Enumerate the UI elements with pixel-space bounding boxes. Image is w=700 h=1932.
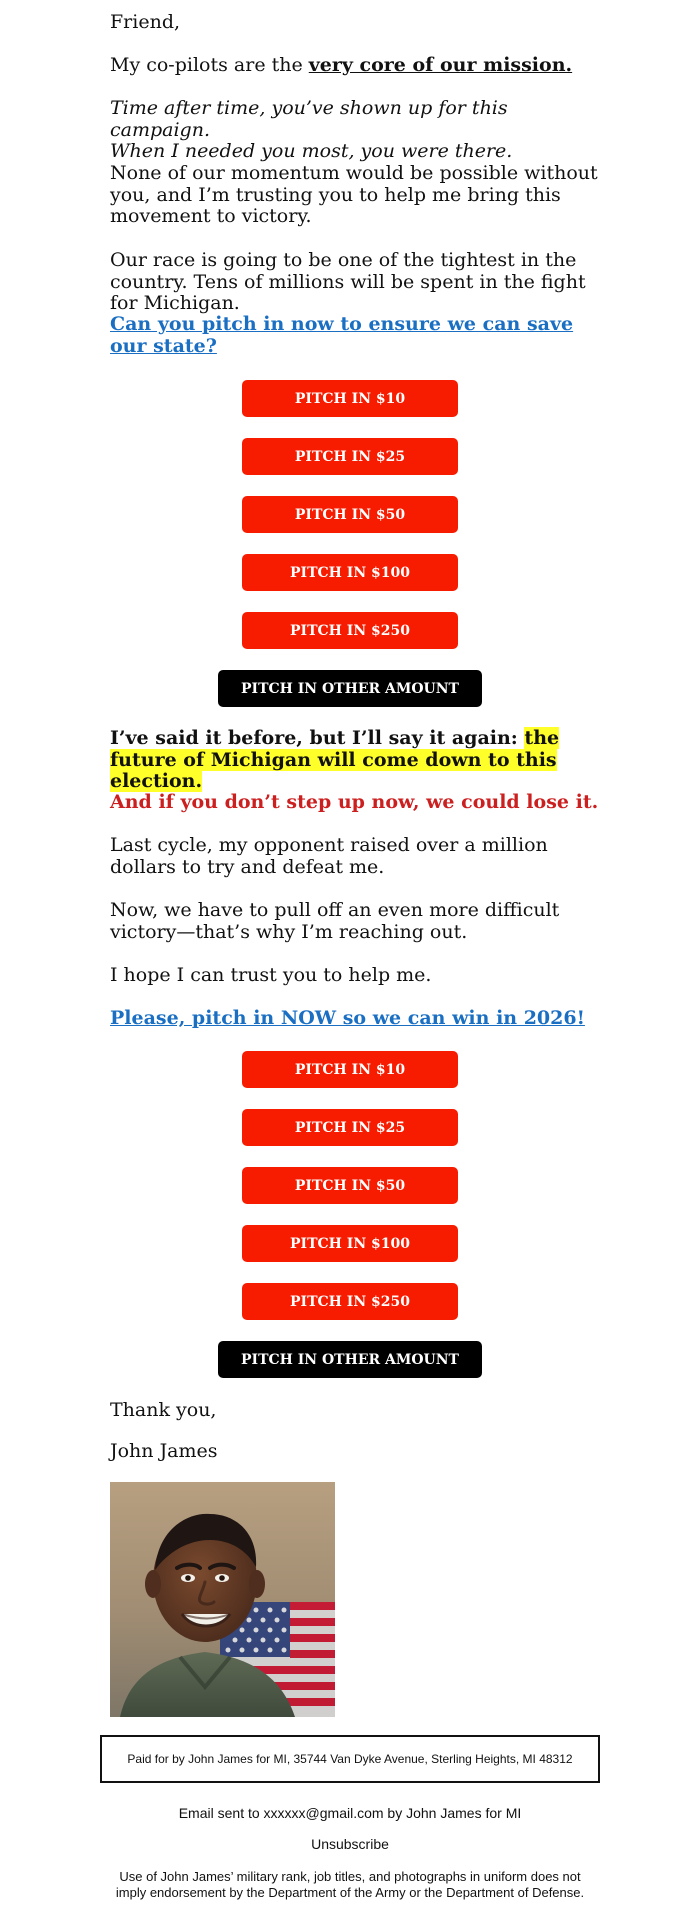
future-michigan-highlight: the future of Michigan will come down to this election. bbox=[110, 727, 560, 792]
pitch-in-other-amount-button[interactable]: PITCH IN OTHER AMOUNT bbox=[218, 1341, 482, 1378]
paragraph-showed-up bbox=[110, 98, 600, 163]
paragraph-trust: I hope I can trust you to help me. bbox=[110, 964, 432, 986]
pitch-in-other-amount-button[interactable]: PITCH IN OTHER AMOUNT bbox=[218, 670, 482, 707]
email-sent-to: Email sent to xxxxxx@gmail.com by John James for MI bbox=[178, 1805, 522, 1821]
paragraph-momentum: None of our momentum would be possible without you, and I’m trusting you to help me bring this movement to victory. bbox=[110, 162, 598, 227]
greeting: Friend, bbox=[110, 11, 181, 33]
paid-for-by-box: Paid for by John James for MI, 35744 Van Dyke Avenue, Sterling Heights, MI 48312 bbox=[100, 1735, 600, 1783]
pitch-in-25-button[interactable]: PITCH IN $25 bbox=[242, 1109, 458, 1146]
candidate-photo bbox=[110, 1482, 335, 1717]
cta-link-win-2026-text[interactable]: Please, pitch in NOW so we can win in 2026! bbox=[110, 1007, 585, 1029]
closing-thanks: Thank you, bbox=[110, 1399, 217, 1421]
signature-name: John James bbox=[110, 1440, 218, 1462]
paragraph-difficult-victory: Now, we have to pull off an even more difficult victory—that’s why I’m reaching out. bbox=[110, 899, 560, 943]
paragraph-showed-up-line1: Time after time, you’ve shown up for this campaign. bbox=[110, 97, 508, 141]
cta-link-save-state[interactable] bbox=[110, 314, 600, 357]
cta-link-win-2026[interactable] bbox=[110, 1008, 600, 1030]
candidate-photo-illustration bbox=[110, 1482, 335, 1717]
paragraph-opponent-raised: Last cycle, my opponent raised over a million dollars to try and defeat me. bbox=[110, 834, 548, 878]
core-mission-emphasis: very core of our mission. bbox=[308, 54, 573, 76]
paragraph-showed-up-line2: When I needed you most, you were there. bbox=[110, 140, 513, 162]
pitch-in-100-button[interactable]: PITCH IN $100 bbox=[242, 1225, 458, 1262]
pitch-in-50-button[interactable]: PITCH IN $50 bbox=[242, 496, 458, 533]
pitch-in-50-button[interactable]: PITCH IN $50 bbox=[242, 1167, 458, 1204]
military-disclaimer: Use of John James’ military rank, job titles, and photographs in uniform does not imply endorsement by the Department of the Army or the Department of Defense. bbox=[115, 1869, 585, 1900]
pitch-in-25-button[interactable]: PITCH IN $25 bbox=[242, 438, 458, 475]
paragraph-future-michigan-prefix: I’ve said it before, but I’ll say it again: bbox=[110, 727, 525, 749]
pitch-in-250-button[interactable]: PITCH IN $250 bbox=[242, 1283, 458, 1320]
unsubscribe-link[interactable]: Unsubscribe bbox=[311, 1836, 389, 1852]
pitch-in-10-button[interactable]: PITCH IN $10 bbox=[242, 1051, 458, 1088]
pitch-in-250-button[interactable]: PITCH IN $250 bbox=[242, 612, 458, 649]
paragraph-co-pilots bbox=[110, 55, 600, 77]
pitch-in-10-button[interactable]: PITCH IN $10 bbox=[242, 380, 458, 417]
paragraph-tight-race: Our race is going to be one of the tightest in the country. Tens of millions will be spent in the fight for Michigan. bbox=[110, 249, 586, 314]
paragraph-future-michigan bbox=[110, 728, 600, 793]
pitch-in-100-button[interactable]: PITCH IN $100 bbox=[242, 554, 458, 591]
cta-link-save-state-text[interactable]: Can you pitch in now to ensure we can save our state? bbox=[110, 313, 574, 357]
paragraph-co-pilots-prefix: My co-pilots are the bbox=[110, 54, 309, 76]
warning-lose-it: And if you don’t step up now, we could lose it. bbox=[110, 791, 599, 813]
